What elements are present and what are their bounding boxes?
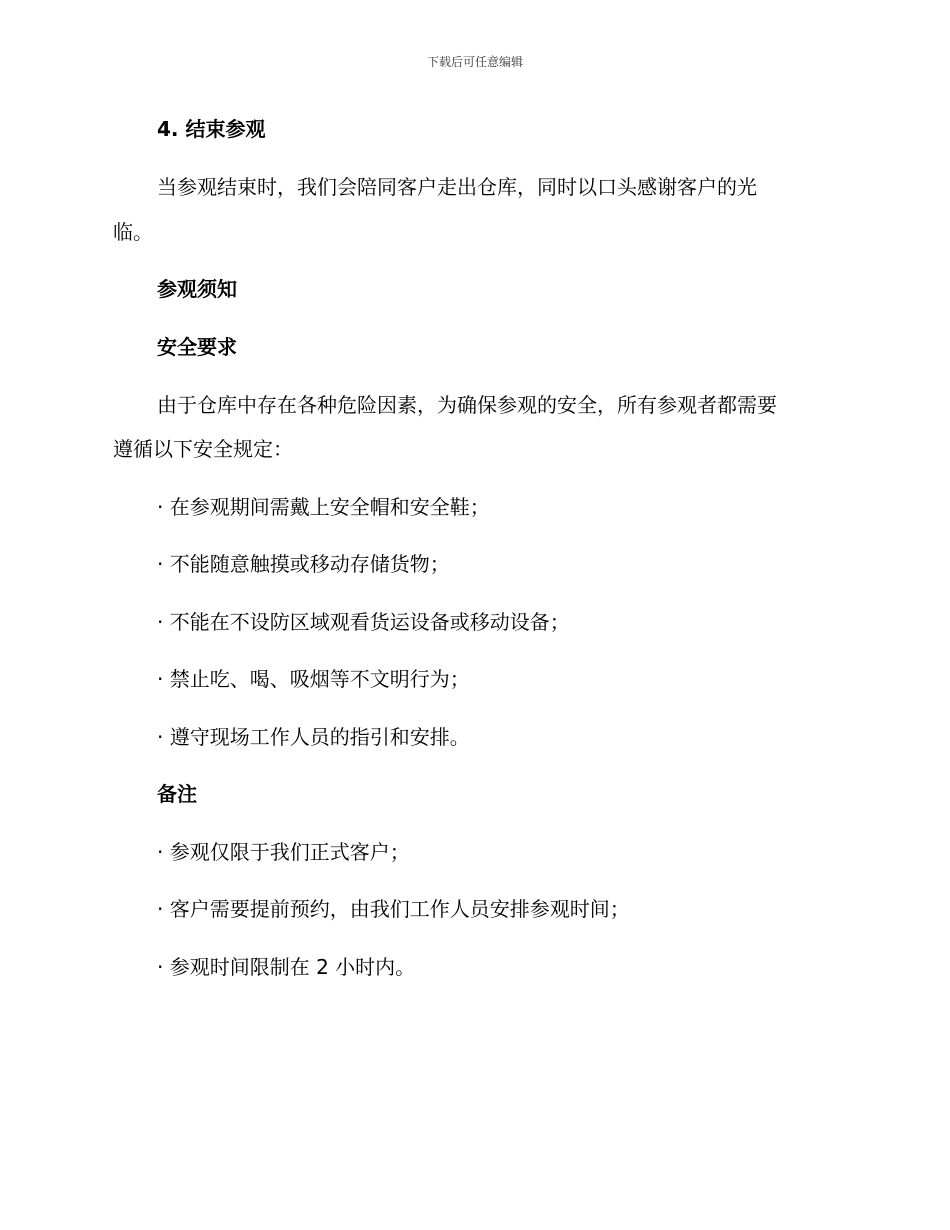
safety-list-item: · 在参观期间需戴上安全帽和安全鞋； [157,495,490,519]
safety-paragraph-line-1: 由于仓库中存在各种危险因素，为确保参观的安全，所有参观者都需要 [157,393,777,417]
remarks-list-item: · 参观时间限制在 2 小时内。 [157,955,416,979]
safety-list-item: · 遵守现场工作人员的指引和安排。 [157,725,470,749]
page-header-note: 下载后可任意编辑 [426,55,523,69]
safety-list-item: · 不能在不设防区域观看货运设备或移动设备； [157,610,570,634]
section-end-paragraph-line-1: 当参观结束时，我们会陪同客户走出仓库，同时以口头感谢客户的光 [157,175,757,199]
safety-title: 安全要求 [157,335,237,359]
remarks-list-item: · 客户需要提前预约，由我们工作人员安排参观时间； [157,897,630,921]
safety-list-item: · 禁止吃、喝、吸烟等不文明行为； [157,667,470,691]
safety-paragraph-line-2: 遵循以下安全规定： [113,437,293,461]
remarks-title: 备注 [157,782,197,806]
remarks-list-item: · 参观仅限于我们正式客户； [157,840,410,864]
section-end-paragraph-line-2: 临。 [113,220,153,244]
section-end-title: 4. 结束参观 [157,117,266,141]
safety-list-item: · 不能随意触摸或移动存储货物； [157,552,450,576]
notice-title: 参观须知 [157,277,237,301]
